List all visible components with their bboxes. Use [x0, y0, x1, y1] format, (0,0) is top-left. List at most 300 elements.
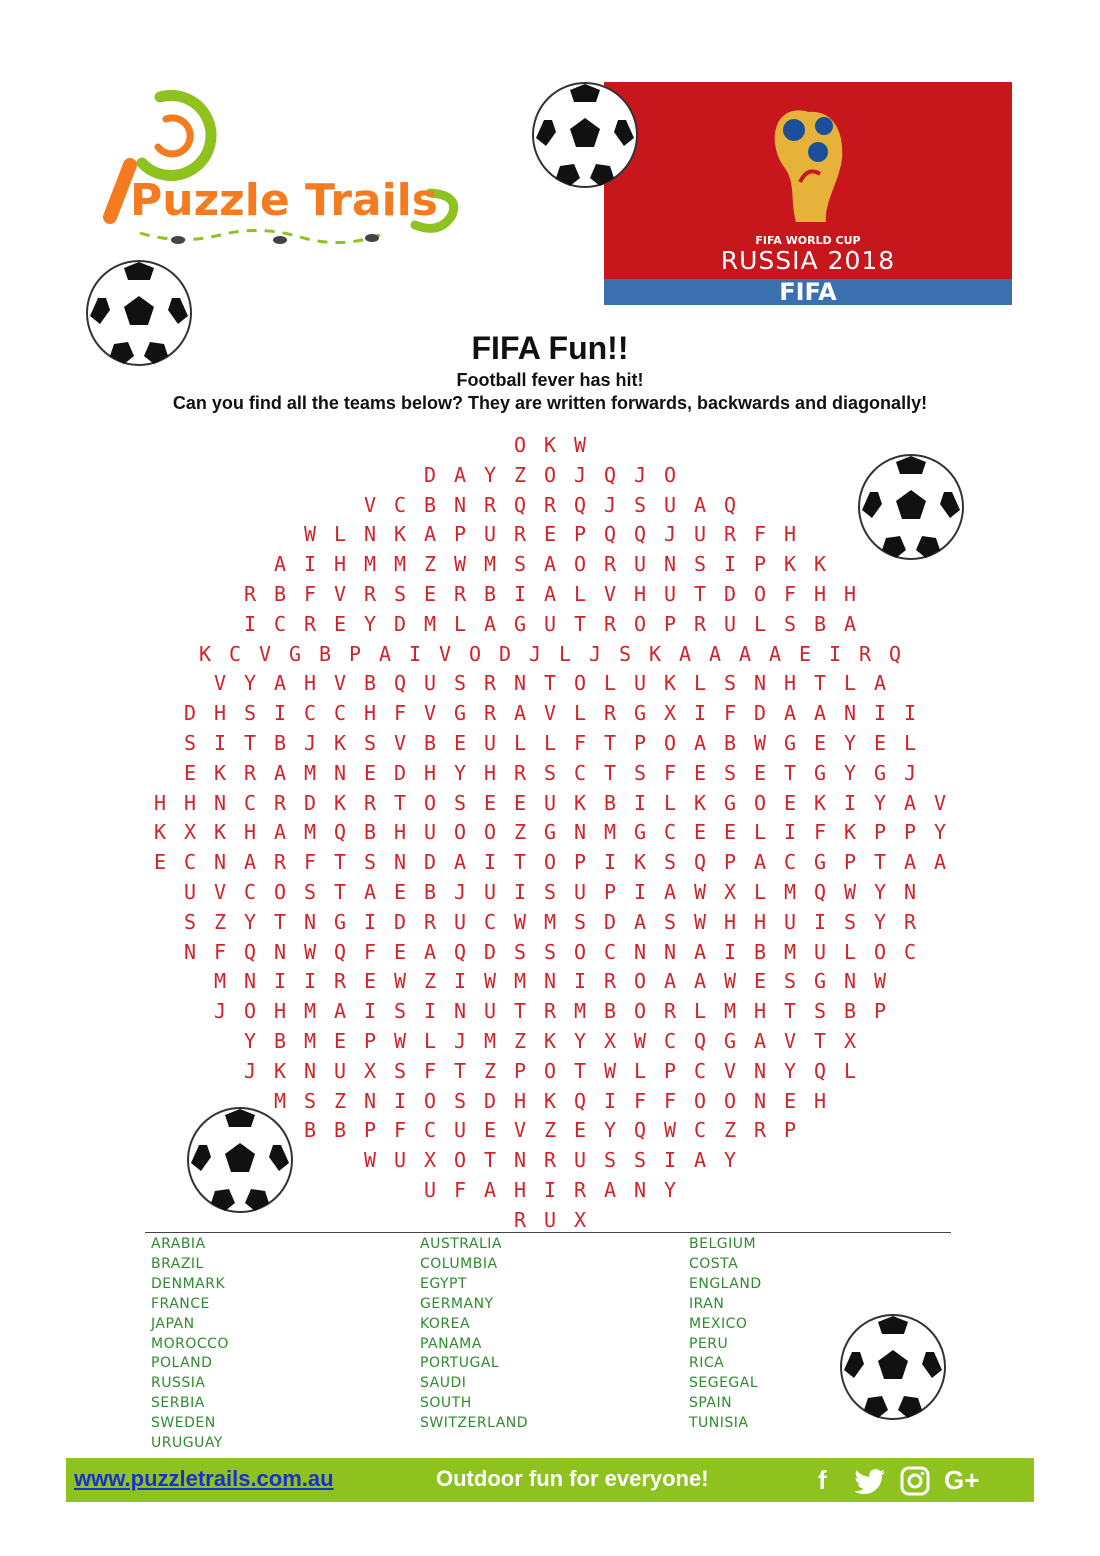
grid-letter[interactable]: F [303, 850, 317, 875]
grid-letter[interactable]: O [423, 790, 437, 815]
grid-letter[interactable]: S [183, 909, 197, 934]
grid-letter[interactable]: T [543, 671, 557, 696]
grid-letter[interactable]: S [363, 850, 377, 875]
grid-letter[interactable]: I [723, 939, 737, 964]
grid-letter[interactable]: P [573, 522, 587, 547]
grid-letter[interactable]: Y [243, 1029, 257, 1053]
grid-letter[interactable]: W [843, 880, 857, 904]
grid-letter[interactable]: D [393, 611, 407, 636]
grid-letter[interactable]: B [843, 999, 857, 1024]
grid-letter[interactable]: U [483, 731, 497, 755]
grid-letter[interactable]: G [543, 820, 557, 845]
grid-letter[interactable]: U [423, 1178, 437, 1202]
grid-letter[interactable]: P [513, 1058, 527, 1083]
grid-letter[interactable]: H [783, 671, 797, 696]
grid-letter[interactable]: V [258, 641, 272, 666]
grid-letter[interactable]: K [543, 433, 557, 457]
grid-letter[interactable]: Y [243, 909, 257, 934]
grid-letter[interactable]: O [273, 880, 287, 904]
grid-letter[interactable]: A [273, 552, 287, 577]
grid-letter[interactable]: G [873, 760, 887, 785]
grid-letter[interactable]: R [513, 760, 527, 785]
grid-letter[interactable]: Q [573, 1088, 587, 1113]
grid-letter[interactable]: Q [603, 522, 617, 547]
grid-letter[interactable]: R [858, 641, 872, 666]
grid-letter[interactable]: M [273, 1088, 287, 1113]
grid-letter[interactable]: E [543, 522, 557, 547]
grid-letter[interactable]: I [393, 1088, 407, 1113]
grid-letter[interactable]: X [423, 1148, 437, 1173]
grid-letter[interactable]: N [333, 760, 347, 785]
grid-letter[interactable]: F [423, 1058, 437, 1083]
grid-letter[interactable]: Q [633, 522, 647, 547]
grid-letter[interactable]: N [843, 969, 857, 994]
grid-letter[interactable]: H [513, 1178, 527, 1202]
grid-letter[interactable]: A [633, 909, 647, 934]
grid-letter[interactable]: K [648, 641, 662, 666]
grid-letter[interactable]: V [513, 1118, 527, 1143]
grid-letter[interactable]: Z [423, 552, 437, 577]
grid-letter[interactable]: K [663, 671, 677, 696]
grid-letter[interactable]: Z [423, 969, 437, 994]
grid-letter[interactable]: H [813, 1088, 827, 1113]
grid-letter[interactable]: U [453, 909, 467, 934]
grid-letter[interactable]: Y [603, 1118, 617, 1143]
grid-letter[interactable]: F [783, 582, 797, 606]
grid-letter[interactable]: L [753, 820, 767, 845]
grid-letter[interactable]: R [483, 671, 497, 696]
grid-letter[interactable]: N [753, 1058, 767, 1083]
grid-letter[interactable]: H [183, 790, 197, 815]
grid-letter[interactable]: X [603, 1029, 617, 1053]
grid-letter[interactable]: M [393, 552, 407, 577]
grid-letter[interactable]: O [543, 850, 557, 875]
grid-letter[interactable]: F [663, 760, 677, 785]
grid-letter[interactable]: I [828, 641, 842, 666]
grid-letter[interactable]: N [663, 939, 677, 964]
grid-letter[interactable]: R [363, 582, 377, 606]
grid-letter[interactable]: Z [513, 462, 527, 487]
grid-letter[interactable]: R [453, 582, 467, 606]
grid-letter[interactable]: S [723, 760, 737, 785]
grid-letter[interactable]: D [393, 909, 407, 934]
grid-letter[interactable]: I [363, 909, 377, 934]
grid-letter[interactable]: D [483, 939, 497, 964]
grid-letter[interactable]: N [303, 1058, 317, 1083]
grid-letter[interactable]: P [453, 522, 467, 547]
grid-letter[interactable]: U [573, 880, 587, 904]
grid-letter[interactable]: C [228, 641, 242, 666]
grid-letter[interactable]: B [273, 731, 287, 755]
grid-letter[interactable]: P [723, 850, 737, 875]
grid-letter[interactable]: H [213, 701, 227, 726]
grid-letter[interactable]: P [873, 999, 887, 1024]
grid-letter[interactable]: E [153, 850, 167, 875]
grid-letter[interactable]: M [783, 880, 797, 904]
grid-letter[interactable]: D [723, 582, 737, 606]
grid-letter[interactable]: P [843, 850, 857, 875]
grid-letter[interactable]: Q [813, 880, 827, 904]
grid-letter[interactable]: G [633, 701, 647, 726]
grid-letter[interactable]: F [453, 1178, 467, 1202]
grid-letter[interactable]: B [603, 999, 617, 1024]
grid-letter[interactable]: F [723, 701, 737, 726]
grid-letter[interactable]: A [273, 671, 287, 696]
grid-letter[interactable]: P [603, 880, 617, 904]
grid-letter[interactable]: F [303, 582, 317, 606]
grid-letter[interactable]: R [273, 790, 287, 815]
grid-letter[interactable]: N [213, 790, 227, 815]
grid-letter[interactable]: L [843, 1058, 857, 1083]
grid-letter[interactable]: Y [663, 1178, 677, 1202]
grid-letter[interactable]: H [843, 582, 857, 606]
grid-letter[interactable]: V [783, 1029, 797, 1053]
grid-letter[interactable]: H [483, 760, 497, 785]
grid-letter[interactable]: C [693, 1118, 707, 1143]
grid-letter[interactable]: X [843, 1029, 857, 1053]
grid-letter[interactable]: B [723, 731, 737, 755]
grid-letter[interactable]: N [303, 909, 317, 934]
grid-letter[interactable]: E [483, 1118, 497, 1143]
grid-letter[interactable]: D [603, 909, 617, 934]
grid-letter[interactable]: K [813, 552, 827, 577]
grid-letter[interactable]: R [603, 611, 617, 636]
grid-letter[interactable]: O [513, 433, 527, 457]
grid-letter[interactable]: R [603, 701, 617, 726]
grid-letter[interactable]: A [483, 1178, 497, 1202]
grid-letter[interactable]: L [903, 731, 917, 755]
grid-letter[interactable]: L [693, 999, 707, 1024]
grid-letter[interactable]: F [753, 522, 767, 547]
grid-letter[interactable]: W [483, 969, 497, 994]
grid-letter[interactable]: Q [633, 1118, 647, 1143]
grid-letter[interactable]: Y [243, 671, 257, 696]
grid-letter[interactable]: W [363, 1148, 377, 1173]
grid-letter[interactable]: E [333, 611, 347, 636]
grid-letter[interactable]: N [663, 552, 677, 577]
grid-letter[interactable]: W [753, 731, 767, 755]
grid-letter[interactable]: K [333, 731, 347, 755]
grid-letter[interactable]: V [333, 582, 347, 606]
grid-letter[interactable]: F [573, 731, 587, 755]
grid-letter[interactable]: C [903, 939, 917, 964]
grid-letter[interactable]: A [273, 820, 287, 845]
grid-letter[interactable]: V [933, 790, 947, 815]
grid-letter[interactable]: D [423, 462, 437, 487]
grid-letter[interactable]: L [513, 731, 527, 755]
grid-letter[interactable]: Z [333, 1088, 347, 1113]
grid-letter[interactable]: I [633, 790, 647, 815]
grid-letter[interactable]: N [753, 1088, 767, 1113]
grid-letter[interactable]: R [363, 790, 377, 815]
grid-letter[interactable]: I [693, 701, 707, 726]
grid-letter[interactable]: O [483, 820, 497, 845]
grid-letter[interactable]: R [333, 969, 347, 994]
grid-letter[interactable]: W [303, 522, 317, 547]
grid-letter[interactable]: C [243, 790, 257, 815]
grid-letter[interactable]: C [693, 1058, 707, 1083]
grid-letter[interactable]: R [753, 1118, 767, 1143]
grid-letter[interactable]: M [213, 969, 227, 994]
grid-letter[interactable]: Z [513, 1029, 527, 1053]
grid-letter[interactable]: O [633, 999, 647, 1024]
grid-letter[interactable]: P [663, 611, 677, 636]
grid-letter[interactable]: J [573, 462, 587, 487]
grid-letter[interactable]: R [423, 909, 437, 934]
grid-letter[interactable]: K [843, 820, 857, 845]
grid-letter[interactable]: G [813, 760, 827, 785]
grid-letter[interactable]: O [723, 1088, 737, 1113]
grid-letter[interactable]: D [483, 1088, 497, 1113]
grid-letter[interactable]: D [183, 701, 197, 726]
grid-letter[interactable]: O [453, 820, 467, 845]
grid-letter[interactable]: I [303, 552, 317, 577]
grid-letter[interactable]: U [663, 492, 677, 517]
grid-letter[interactable]: L [333, 522, 347, 547]
grid-letter[interactable]: S [393, 582, 407, 606]
grid-letter[interactable]: E [393, 880, 407, 904]
grid-letter[interactable]: N [363, 1088, 377, 1113]
grid-letter[interactable]: C [243, 880, 257, 904]
grid-letter[interactable]: F [393, 1118, 407, 1143]
grid-letter[interactable]: A [483, 611, 497, 636]
grid-letter[interactable]: S [453, 790, 467, 815]
grid-letter[interactable]: N [513, 671, 527, 696]
grid-letter[interactable]: F [363, 939, 377, 964]
grid-letter[interactable]: W [873, 969, 887, 994]
grid-letter[interactable]: W [393, 969, 407, 994]
grid-letter[interactable]: Q [888, 641, 902, 666]
grid-letter[interactable]: J [663, 522, 677, 547]
grid-letter[interactable]: S [663, 909, 677, 934]
grid-letter[interactable]: O [453, 1148, 467, 1173]
grid-letter[interactable]: P [573, 850, 587, 875]
grid-letter[interactable]: S [513, 939, 527, 964]
grid-letter[interactable]: V [213, 880, 227, 904]
grid-letter[interactable]: E [393, 939, 407, 964]
grid-letter[interactable]: W [393, 1029, 407, 1053]
grid-letter[interactable]: V [603, 582, 617, 606]
grid-letter[interactable]: E [693, 760, 707, 785]
grid-letter[interactable]: Y [453, 760, 467, 785]
grid-letter[interactable]: A [543, 552, 557, 577]
grid-letter[interactable]: L [693, 671, 707, 696]
grid-letter[interactable]: E [798, 641, 812, 666]
grid-letter[interactable]: V [393, 731, 407, 755]
grid-letter[interactable]: M [543, 909, 557, 934]
grid-letter[interactable]: B [318, 641, 332, 666]
grid-letter[interactable]: B [273, 582, 287, 606]
grid-letter[interactable]: V [543, 701, 557, 726]
grid-letter[interactable]: X [363, 1058, 377, 1083]
grid-letter[interactable]: M [783, 939, 797, 964]
grid-letter[interactable]: E [423, 582, 437, 606]
grid-letter[interactable]: A [363, 880, 377, 904]
grid-letter[interactable]: A [423, 522, 437, 547]
grid-letter[interactable]: T [873, 850, 887, 875]
grid-letter[interactable]: U [543, 1207, 557, 1232]
grid-letter[interactable]: I [543, 1178, 557, 1202]
grid-letter[interactable]: S [393, 999, 407, 1024]
grid-letter[interactable]: J [453, 880, 467, 904]
grid-letter[interactable]: A [843, 611, 857, 636]
grid-letter[interactable]: I [783, 820, 797, 845]
grid-letter[interactable]: N [513, 1148, 527, 1173]
grid-letter[interactable]: V [363, 492, 377, 517]
grid-letter[interactable]: G [513, 611, 527, 636]
grid-letter[interactable]: T [783, 999, 797, 1024]
grid-letter[interactable]: U [663, 582, 677, 606]
grid-letter[interactable]: H [723, 909, 737, 934]
grid-letter[interactable]: U [633, 552, 647, 577]
grid-letter[interactable]: U [693, 522, 707, 547]
grid-letter[interactable]: Y [873, 909, 887, 934]
grid-letter[interactable]: T [783, 760, 797, 785]
grid-letter[interactable]: S [513, 552, 527, 577]
grid-letter[interactable]: T [333, 850, 347, 875]
grid-letter[interactable]: H [393, 820, 407, 845]
grid-letter[interactable]: Z [483, 1058, 497, 1083]
grid-letter[interactable]: U [483, 999, 497, 1024]
grid-letter[interactable]: O [633, 611, 647, 636]
grid-letter[interactable]: R [483, 701, 497, 726]
grid-letter[interactable]: E [363, 969, 377, 994]
grid-letter[interactable]: I [213, 731, 227, 755]
grid-letter[interactable]: K [543, 1088, 557, 1113]
grid-letter[interactable]: U [783, 909, 797, 934]
grid-letter[interactable]: I [603, 850, 617, 875]
grid-letter[interactable]: Q [333, 820, 347, 845]
grid-letter[interactable]: Z [723, 1118, 737, 1143]
grid-letter[interactable]: W [723, 969, 737, 994]
grid-letter[interactable]: S [633, 1148, 647, 1173]
grid-letter[interactable]: I [483, 850, 497, 875]
grid-letter[interactable]: R [243, 760, 257, 785]
grid-letter[interactable]: Y [873, 790, 887, 815]
grid-letter[interactable]: S [618, 641, 632, 666]
grid-letter[interactable]: Q [723, 492, 737, 517]
grid-letter[interactable]: Q [513, 492, 527, 517]
grid-letter[interactable]: K [783, 552, 797, 577]
grid-letter[interactable]: R [543, 492, 557, 517]
grid-letter[interactable]: J [903, 760, 917, 785]
grid-letter[interactable]: N [843, 701, 857, 726]
grid-letter[interactable]: L [843, 671, 857, 696]
grid-letter[interactable]: U [423, 671, 437, 696]
grid-letter[interactable]: W [633, 1029, 647, 1053]
grid-letter[interactable]: R [543, 1148, 557, 1173]
grid-letter[interactable]: Q [573, 492, 587, 517]
grid-letter[interactable]: T [513, 999, 527, 1024]
grid-letter[interactable]: S [303, 880, 317, 904]
grid-letter[interactable]: B [423, 880, 437, 904]
grid-letter[interactable]: K [273, 1058, 287, 1083]
grid-letter[interactable]: U [423, 820, 437, 845]
grid-letter[interactable]: P [663, 1058, 677, 1083]
grid-letter[interactable]: V [423, 701, 437, 726]
grid-letter[interactable]: R [513, 522, 527, 547]
grid-letter[interactable]: S [243, 701, 257, 726]
grid-letter[interactable]: G [723, 790, 737, 815]
grid-letter[interactable]: K [198, 641, 212, 666]
grid-letter[interactable]: E [513, 790, 527, 815]
grid-letter[interactable]: M [513, 969, 527, 994]
grid-letter[interactable]: A [243, 850, 257, 875]
grid-letter[interactable]: I [513, 880, 527, 904]
grid-letter[interactable]: U [543, 611, 557, 636]
grid-letter[interactable]: J [603, 492, 617, 517]
grid-letter[interactable]: S [543, 939, 557, 964]
grid-letter[interactable]: M [603, 820, 617, 845]
grid-letter[interactable]: T [813, 671, 827, 696]
grid-letter[interactable]: C [663, 1029, 677, 1053]
grid-letter[interactable]: L [453, 611, 467, 636]
grid-letter[interactable]: E [573, 1118, 587, 1143]
grid-letter[interactable]: W [663, 1118, 677, 1143]
instagram-icon[interactable] [900, 1465, 930, 1497]
grid-letter[interactable]: Q [603, 462, 617, 487]
grid-letter[interactable]: J [213, 999, 227, 1024]
grid-letter[interactable]: L [573, 582, 587, 606]
grid-letter[interactable]: J [453, 1029, 467, 1053]
grid-letter[interactable]: O [693, 1088, 707, 1113]
grid-letter[interactable]: K [213, 820, 227, 845]
grid-letter[interactable]: I [273, 969, 287, 994]
grid-letter[interactable]: K [693, 790, 707, 815]
grid-letter[interactable]: N [243, 969, 257, 994]
grid-letter[interactable]: P [873, 820, 887, 845]
grid-letter[interactable]: I [573, 969, 587, 994]
grid-letter[interactable]: Q [693, 850, 707, 875]
grid-letter[interactable]: M [483, 1029, 497, 1053]
grid-letter[interactable]: F [663, 1088, 677, 1113]
grid-letter[interactable]: I [903, 701, 917, 726]
grid-letter[interactable]: H [783, 522, 797, 547]
grid-letter[interactable]: A [903, 790, 917, 815]
grid-letter[interactable]: P [348, 641, 362, 666]
grid-letter[interactable]: N [453, 492, 467, 517]
grid-letter[interactable]: M [303, 760, 317, 785]
grid-letter[interactable]: G [723, 1029, 737, 1053]
grid-letter[interactable]: E [183, 760, 197, 785]
grid-letter[interactable]: I [633, 880, 647, 904]
grid-letter[interactable]: T [483, 1148, 497, 1173]
grid-letter[interactable]: O [663, 462, 677, 487]
grid-letter[interactable]: A [693, 1148, 707, 1173]
grid-letter[interactable]: A [783, 701, 797, 726]
grid-letter[interactable]: C [303, 701, 317, 726]
grid-letter[interactable]: A [453, 462, 467, 487]
grid-letter[interactable]: S [543, 760, 557, 785]
grid-letter[interactable]: O [243, 999, 257, 1024]
grid-letter[interactable]: S [453, 671, 467, 696]
grid-letter[interactable]: T [573, 611, 587, 636]
grid-letter[interactable]: G [453, 701, 467, 726]
grid-letter[interactable]: I [873, 701, 887, 726]
grid-letter[interactable]: R [543, 999, 557, 1024]
grid-letter[interactable]: O [543, 1058, 557, 1083]
grid-letter[interactable]: N [213, 850, 227, 875]
grid-letter[interactable]: F [633, 1088, 647, 1113]
grid-letter[interactable]: N [633, 1178, 647, 1202]
grid-letter[interactable]: F [813, 820, 827, 845]
grid-letter[interactable]: B [363, 820, 377, 845]
facebook-icon[interactable]: f [818, 1465, 827, 1495]
grid-letter[interactable]: D [303, 790, 317, 815]
grid-letter[interactable]: A [423, 939, 437, 964]
grid-letter[interactable]: T [513, 850, 527, 875]
grid-letter[interactable]: T [453, 1058, 467, 1083]
